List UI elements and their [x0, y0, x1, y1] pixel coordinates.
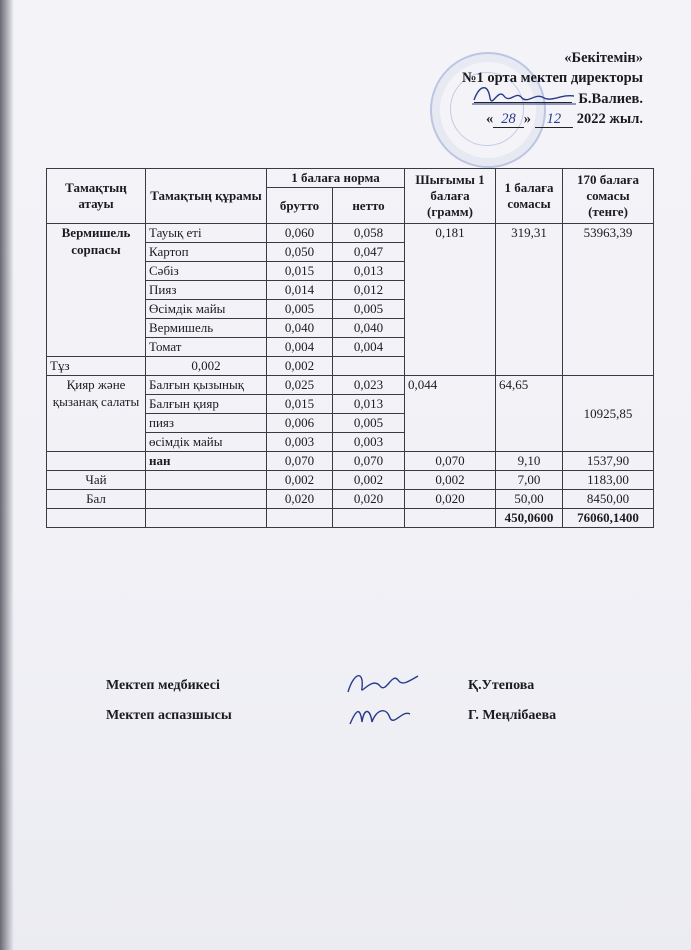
ingredient-cell: Тұз: [47, 357, 146, 376]
ingredient-cell: Пияз: [146, 281, 267, 300]
netto-cell: 0,004: [333, 338, 405, 357]
brutto-cell: 0,020: [267, 490, 333, 509]
ingredient-cell: нан: [146, 452, 267, 471]
brutto-cell: 0,015: [267, 262, 333, 281]
menu-table: [46, 168, 654, 528]
brutto-cell: 0,003: [267, 433, 333, 452]
cost-170-cell: 1537,90: [563, 452, 654, 471]
brutto-cell: 0,002: [146, 357, 267, 376]
netto-cell: 0,047: [333, 243, 405, 262]
header-output: Шығымы 1 балаға (грамм): [405, 169, 496, 224]
approval-title: «Бекітемін»: [564, 50, 643, 66]
tea-row: [47, 471, 654, 490]
brutto-cell: 0,070: [267, 452, 333, 471]
bread-row: [47, 452, 654, 471]
dish-tea: Чай: [47, 471, 146, 490]
header-cost-per-child: 1 балаға сомасы: [496, 169, 563, 224]
cost-per-child-cell: 64,65: [496, 376, 563, 452]
header-brutto: брутто: [267, 188, 333, 224]
cook-role: Мектеп аспазшысы: [106, 708, 232, 723]
netto-cell: 0,023: [333, 376, 405, 395]
netto-cell: 0,040: [333, 319, 405, 338]
header-composition: Тамақтың құрамы: [146, 169, 267, 224]
brutto-cell: 0,060: [267, 224, 333, 243]
ingredient-cell: Өсімдік майы: [146, 300, 267, 319]
brutto-cell: 0,005: [267, 300, 333, 319]
ingredient-cell: пияз: [146, 414, 267, 433]
brutto-cell: 0,050: [267, 243, 333, 262]
date-year: 2022 жыл.: [576, 111, 643, 127]
output-cell: 0,070: [405, 452, 496, 471]
brutto-cell: 0,014: [267, 281, 333, 300]
netto-cell: 0,013: [333, 262, 405, 281]
netto-cell: 0,002: [267, 357, 333, 376]
brutto-cell: 0,004: [267, 338, 333, 357]
brutto-cell: 0,006: [267, 414, 333, 433]
total-cost-170: 76060,1400: [563, 509, 654, 528]
brutto-cell: 0,015: [267, 395, 333, 414]
ingredient-cell: Балғын қияр: [146, 395, 267, 414]
header-cost-170: 170 балаға сомасы (тенге): [563, 169, 654, 224]
netto-cell: 0,058: [333, 224, 405, 243]
ingredient-cell: Сәбіз: [146, 262, 267, 281]
ingredient-cell: Картоп: [146, 243, 267, 262]
ingredient-cell: Вермишель: [146, 319, 267, 338]
cost-per-child-cell: 50,00: [496, 490, 563, 509]
empty-cell: [333, 509, 405, 528]
output-cell: 0,181: [405, 224, 496, 376]
header-netto: нетто: [333, 188, 405, 224]
director-signature: [470, 78, 580, 114]
date-month: 12: [535, 111, 574, 128]
netto-cell: 0,002: [333, 471, 405, 490]
netto-cell: 0,012: [333, 281, 405, 300]
output-cell: 0,020: [405, 490, 496, 509]
total-cost-per-child: 450,0600: [496, 509, 563, 528]
date-close-quote: »: [523, 111, 532, 127]
date-day: 28: [493, 111, 524, 128]
totals-row: [47, 509, 654, 528]
empty-cell: [146, 509, 267, 528]
cost-per-child-cell: 7,00: [496, 471, 563, 490]
output-cell: 0,002: [405, 471, 496, 490]
honey-row: [47, 490, 654, 509]
empty-cell: [405, 509, 496, 528]
dish-vermicelli-soup: Вермишель сорпасы: [47, 224, 146, 357]
netto-cell: 0,005: [333, 300, 405, 319]
ingredient-cell: өсімдік майы: [146, 433, 267, 452]
cost-170-cell: 53963,39: [563, 224, 654, 376]
date-open-quote: «: [486, 111, 494, 127]
netto-cell: 0,013: [333, 395, 405, 414]
cost-170-cell: 8450,00: [563, 490, 654, 509]
netto-cell: 0,005: [333, 414, 405, 433]
brutto-cell: 0,025: [267, 376, 333, 395]
nurse-role: Мектеп медбикесі: [106, 678, 220, 693]
cook-signature: [346, 700, 416, 730]
director-name: Б.Валиев.: [578, 91, 643, 107]
ingredient-cell: Томат: [146, 338, 267, 357]
header-norm: 1 балаға норма: [267, 169, 405, 188]
empty-cell: [47, 452, 146, 471]
ingredient-cell: Балғын қызынық: [146, 376, 267, 395]
header-dish-name: Тамақтың атауы: [47, 169, 146, 224]
cost-170-cell: 1183,00: [563, 471, 654, 490]
cost-per-child-cell: 319,31: [496, 224, 563, 357]
cook-name: Г. Меңлібаева: [468, 708, 557, 723]
dish-honey: Бал: [47, 490, 146, 509]
dish-cucumber-tomato-salad: Қияр және қызанақ салаты: [47, 376, 146, 452]
netto-cell: 0,020: [333, 490, 405, 509]
cost-170-cell: 10925,85: [563, 376, 654, 452]
empty-cell: [146, 490, 267, 509]
empty-cell: [47, 509, 146, 528]
signature-block: [106, 678, 626, 748]
nurse-name: Қ.Утепова: [468, 678, 535, 693]
empty-cell: [333, 357, 405, 376]
output-cell: 0,044: [405, 376, 496, 452]
brutto-cell: 0,002: [267, 471, 333, 490]
nurse-signature: [342, 666, 422, 700]
empty-cell: [146, 471, 267, 490]
netto-cell: 0,003: [333, 433, 405, 452]
page-edge-shadow: [0, 0, 14, 950]
approval-position: №1 орта мектеп директоры: [461, 70, 643, 86]
group2-row-1: [47, 376, 654, 395]
empty-cell: [267, 509, 333, 528]
header-row-1: [47, 169, 654, 188]
cost-per-child-cell: 9,10: [496, 452, 563, 471]
netto-cell: 0,070: [333, 452, 405, 471]
ingredient-cell: Тауық еті: [146, 224, 267, 243]
brutto-cell: 0,040: [267, 319, 333, 338]
